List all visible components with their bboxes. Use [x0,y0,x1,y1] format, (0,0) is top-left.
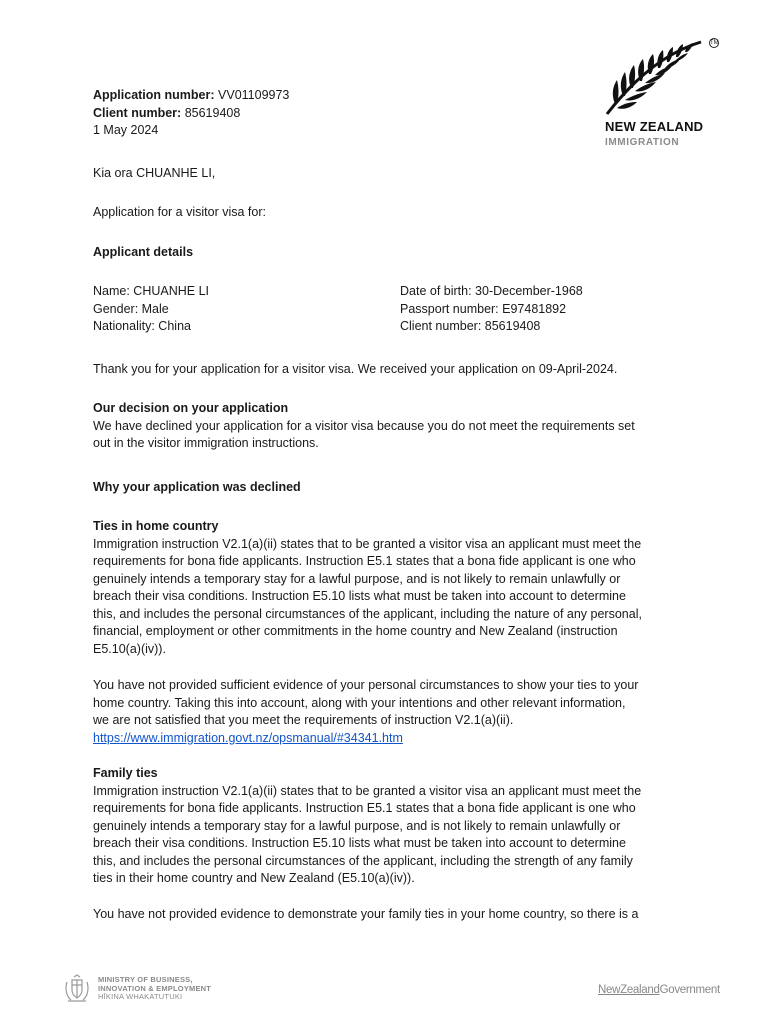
application-number-value: VV01109973 [218,88,290,102]
family-p1-line: this, and includes the personal circumstances of the applicant, including the strength of any family [93,853,633,868]
intro-line: Application for a visitor visa for: [93,205,266,219]
mbie-line-3: HĪKINA WHAKATUTUKI [98,992,183,1001]
ties-p2-line: home country. Taking this into account, along with your intentions and other relevant information, [93,695,626,710]
ties-paragraph-2 [93,677,683,747]
client-number-label: Client number: [93,105,182,120]
thanks-line: Thank you for your application for a visitor visa. We received your application on 09-April-2024. [93,362,618,376]
family-p1-line: genuinely intends a temporary stay for a lawful purpose, and is not likely to remain unlawfully or [93,818,621,833]
ties-p2-line: You have not provided sufficient evidence of your personal circumstances to show your ties to your [93,678,639,692]
applicant-details-right [400,283,700,336]
decision-section [93,400,683,453]
trademark-mark: TM [710,40,719,46]
ties-section [93,518,683,658]
family-p1-line: Immigration instruction V2.1(a)(ii) states that to be granted a visitor visa an applicant must meet the [93,783,642,798]
applicant-name: Name: CHUANHE LI [93,284,209,298]
ties-heading: Ties in home country [93,519,219,533]
mbie-line-1: MINISTRY OF BUSINESS, [98,975,193,984]
client-number-value: 85619408 [184,105,241,120]
ties-p1-line: Immigration instruction V2.1(a)(ii) states that to be granted a visitor visa an applicant must meet the [93,536,642,551]
family-p2-line: You have not provided evidence to demonstrate your family ties in your home country, so there is a [93,907,639,921]
ties-p1-line: breach their visa conditions. Instruction E5.10 lists what must be taken into account to determine [93,589,626,603]
family-p1-line: breach their visa conditions. Instruction E5.10 lists what must be taken into account to determine [93,836,626,850]
applicant-heading [93,244,683,262]
applicant-dob: Date of birth: 30-December-1968 [400,284,583,298]
gov-wordmark-part-2: Government [659,984,720,996]
coat-of-arms-icon [62,974,92,1004]
ties-p1-line: genuinely intends a temporary stay for a lawful purpose, and is not likely to remain unlawfully or [93,571,621,586]
greeting: Kia ora CHUANHE LI, [93,166,216,180]
decision-heading: Our decision on your application [93,401,289,415]
application-number-row [93,87,683,105]
logo-sub-text: IMMIGRATION [605,137,680,148]
gov-wordmark-part-1: NewZealand [598,984,660,996]
ties-p2-line: we are not satisfied that you meet the requirements of instruction V2.1(a)(ii). [93,713,514,727]
ties-p1-line: E5.10(a)(iv)). [93,641,166,656]
client-number-row [93,105,683,123]
reference-block [93,87,683,140]
ties-p1-line: financial, employment or other commitments in the home country and New Zealand (instruction [93,624,618,638]
nz-government-wordmark [598,982,720,1000]
family-p1-line: ties in their home country and New Zealand (E5.10(a)(iv)). [93,871,415,885]
opsmanual-link[interactable]: https://www.immigration.govt.nz/opsmanual/#34341.htm [93,730,403,745]
decision-line-1: We have declined your application for a visitor visa because you do not meet the requirements set [93,418,635,433]
decision-line-2: out in the visitor immigration instructions. [93,436,319,450]
family-section [93,765,683,888]
family-heading: Family ties [93,766,158,780]
ties-p1-line: this, and includes the personal circumstances of the applicant, including the nature of any personal, [93,606,642,621]
why-heading [93,479,683,497]
letter-date: 1 May 2024 [93,123,159,137]
applicant-gender: Gender: Male [93,301,169,316]
why-heading-text: Why your application was declined [93,480,301,494]
mbie-line-2: INNOVATION & EMPLOYMENT [98,983,212,993]
family-p1-line: requirements for bona fide applicants. Instruction E5.1 states that a bona fide applicant is one who [93,801,636,815]
applicant-client-number: Client number: 85619408 [400,319,541,333]
applicant-passport: Passport number: E97481892 [400,301,567,316]
applicant-nationality: Nationality: China [93,319,191,333]
ties-p1-line: requirements for bona fide applicants. Instruction E5.1 states that a bona fide applicant is one who [93,554,636,568]
application-number-label: Application number: [93,88,215,102]
logo-brand-text: NEW ZEALAND [605,119,704,134]
mbie-text [98,976,211,1002]
applicant-heading-text: Applicant details [93,245,194,259]
